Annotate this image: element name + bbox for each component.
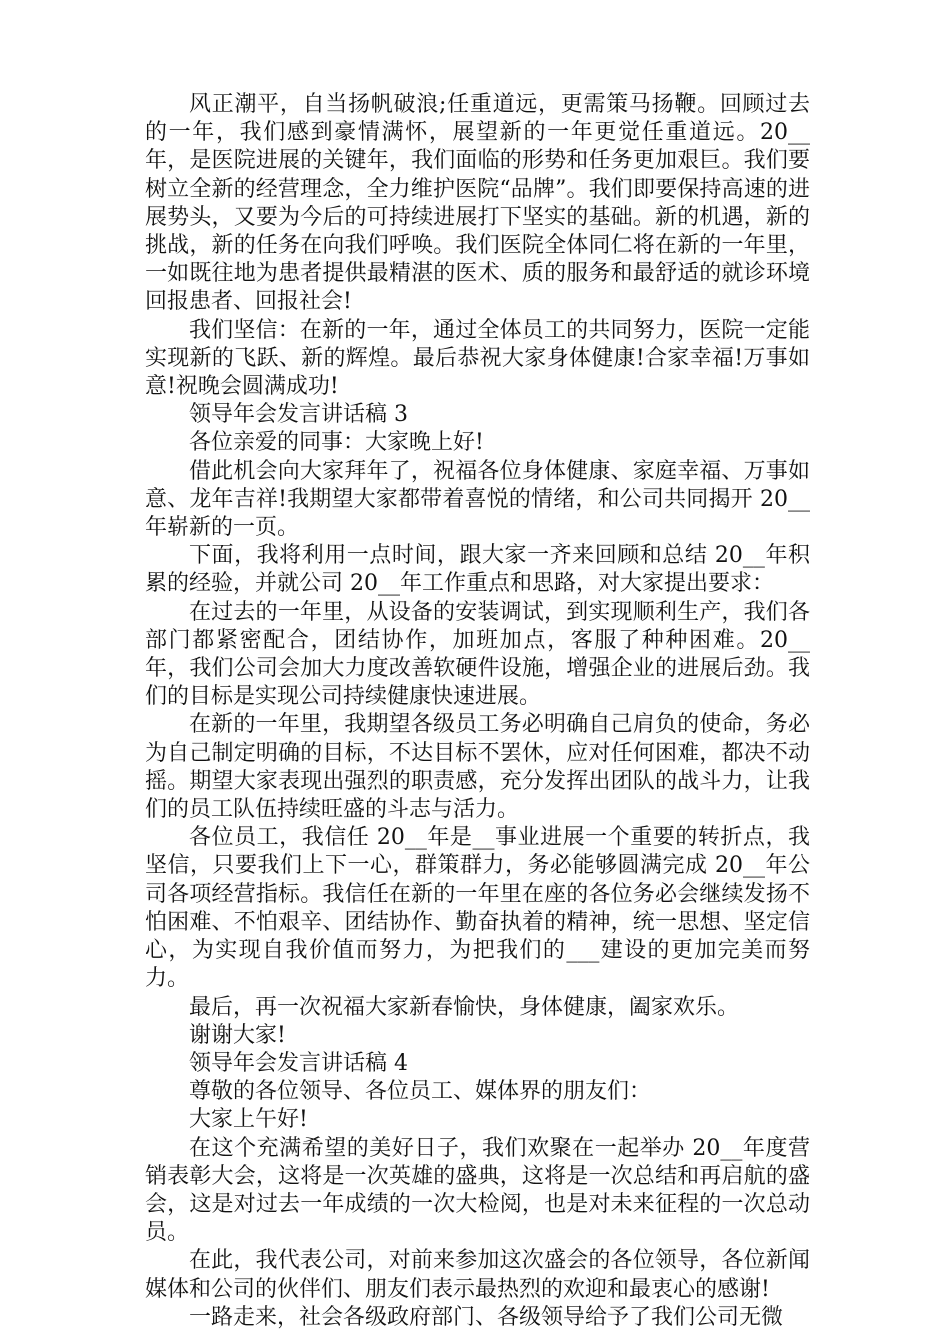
paragraph: 我们坚信：在新的一年，通过全体员工的共同努力，医院一定能实现新的飞跃、新的辉煌。最后恭祝大家身体健康!合家幸福!万事如意!祝晚会圆满成功! (145, 317, 810, 400)
paragraph: 各位员工，我信任 20__年是__事业进展一个重要的转折点，我坚信，只要我们上下一心，群策群力，务必能够圆满完成 20__年公司各项经营指标。我信任在新的一年里在座的各位务必会继续发扬不怕困难、不怕艰辛、团结协作、勤奋执着的精神，统一思想、坚定信心，为实现自我价值而努力，为把我们的___建设的更加完美而努力。 (145, 825, 810, 992)
paragraph: 在过去的一年里，从设备的安装调试，到实现顺利生产，我们各部门都紧密配合，团结协作，加班加点，客服了种种困难。20__年，我们公司会加大力度改善软硬件设施，增强企业的进展后劲。我们的目标是实现公司持续健康快速进展。 (145, 599, 810, 710)
paragraph: 借此机会向大家拜年了，祝福各位身体健康、家庭幸福、万事如意、龙年吉祥!我期望大家都带着喜悦的情绪，和公司共同揭开 20__年崭新的一页。 (145, 458, 810, 541)
paragraph: 下面，我将利用一点时间，跟大家一齐来回顾和总结 20__年积累的经验，并就公司 20__年工作重点和思路，对大家提出要求： (145, 543, 810, 597)
paragraph: 最后，再一次祝福大家新春愉快，身体健康，阖家欢乐。 (189, 994, 740, 1020)
salutation-line: 尊敬的各位领导、各位员工、媒体界的朋友们： (189, 1079, 652, 1105)
greeting-line: 各位亲爱的同事：大家晚上好! (189, 430, 484, 456)
paragraph: 风正潮平，自当扬帆破浪;任重道远，更需策马扬鞭。回顾过去的一年，我们感到豪情满怀，展望新的一年更觉任重道远。20__年，是医院进展的关键年，我们面临的形势和任务更加艰巨。我们要树立全新的经营理念，全力维护医院“品牌”。我们即要保持高速的进展势头，又要为今后的可持续进展打下坚实的基础。新的机遇，新的挑战，新的任务在向我们呼唤。我们医院全体同仁将在新的一年里，一如既往地为患者提供最精湛的医术、质的服务和最舒适的就诊环境回报患者、回报社会! (145, 92, 810, 315)
section-heading: 领导年会发言讲话稿 4 (189, 1050, 408, 1076)
document-body (145, 91, 810, 1332)
paragraph: 一路走来，社会各级政府部门、各级领导给予了我们公司无微 (189, 1304, 784, 1330)
greeting-line: 大家上午好! (189, 1107, 308, 1133)
paragraph: 在这个充满希望的美好日子，我们欢聚在一起举办 20__年度营销表彰大会，这将是一次英雄的盛典，这将是一次总结和再启航的盛会，这是对过去一年成绩的一次大检阅，也是对未来征程的一次总动员。 (145, 1135, 810, 1246)
section-heading: 领导年会发言讲话稿 3 (189, 402, 408, 428)
paragraph: 在新的一年里，我期望各级员工务必明确自己肩负的使命，务必为自己制定明确的目标，不达目标不罢休，应对任何困难，都决不动摇。期望大家表现出强烈的职责感，充分发挥出团队的战斗力，让我们的员工队伍持续旺盛的斗志与活力。 (145, 712, 810, 823)
closing-line: 谢谢大家! (189, 1022, 286, 1048)
paragraph: 在此，我代表公司，对前来参加这次盛会的各位领导，各位新闻媒体和公司的伙伴们、朋友们表示最热烈的欢迎和最衷心的感谢! (145, 1248, 810, 1302)
